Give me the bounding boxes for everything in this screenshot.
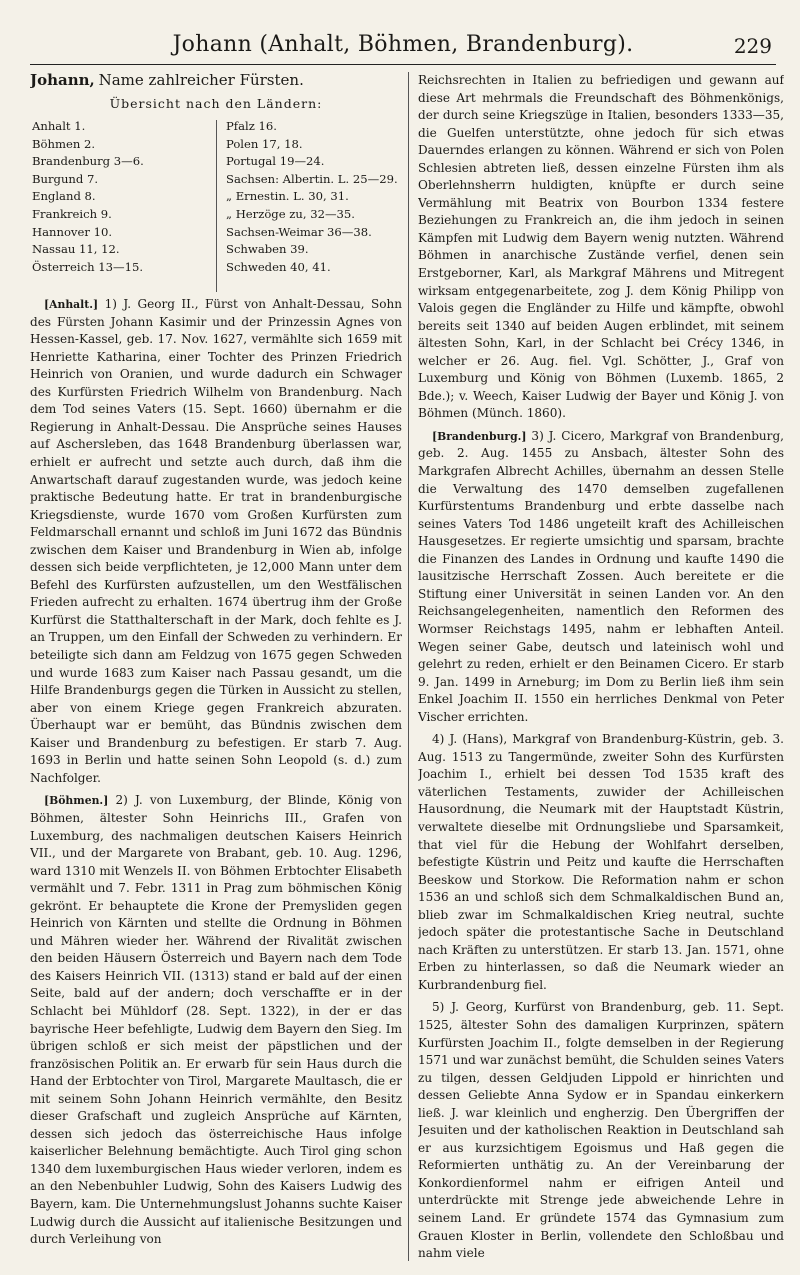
overview-left-list [32, 118, 208, 276]
anhalt-text: 1) J. Georg II., Fürst von Anhalt-Dessau, Sohn des Fürsten Johann Kasimir und der Prinzessin Agnes von Hessen-Kassel, geb. 17. Nov. 1627, vermählte sich 1659 mit Henriette Katharina, einer Tochter des Prinzen Friedrich Heinrich von Oranien, und wurde dadurch ein Schwager des Kurfürsten Friedrich Wilhelm von Brandenburg. Nach dem Tod seines Vaters (15. Sept. 1660) übernahm er die Regierung in Anhalt-Dessau. Die Ansprüche seines Hauses auf Aschersleben, das 1648 Brandenburg überlassen war, erhielt er aufrecht und setzte auch durch, daß ihm die Anwartschaft darauf zugestanden wurde, was jedoch keine praktische Bedeutung hatte. Er trat in brandenburgische Kriegsdienste, wurde 1670 vom Großen Kurfürsten zum Feldmarschall ernannt und schloß im Juni 1672 das Bündnis zwischen dem Kaiser und Brandenburg in Wien ab, infolge dessen sich beide verpflichteten, je 12,000 Mann unter dem Befehl des Kurfürsten aufzustellen, um den Westfälischen Frieden aufrecht zu erhalten. 1674 übertrug ihm der Große Kurfürst die Statthalterschaft in der Mark, doch fehlte es J. an Truppen, um den Einfall der Schweden zu verhindern. Er beteiligte sich dann am Feldzug von 1675 gegen Schweden und wurde 1683 zum Kaiser nach Passau gesandt, um die Hilfe Brandenburgs gegen die Türken in Aussicht zu stellen, aber von einem Kriege gegen Frankreich abzuraten. Überhaupt war er bemüht, das Bündnis zwischen dem Kaiser und Brandenburg zu befestigen. Er starb 7. Aug. 1693 in Berlin und hatte seinen Sohn Leopold (s. d.) zum Nachfolger. [30, 297, 402, 785]
overview-item: Böhmen 2. [32, 136, 96, 151]
brandenburg-paragraph-3 [418, 428, 784, 726]
overview-item: Nassau 11, 12. [32, 242, 120, 257]
overview-item: Frankreich 9. [32, 207, 112, 222]
overview-item: Pfalz 16. [226, 119, 277, 134]
overview-divider [216, 120, 217, 292]
overview-item: Sachsen-Weimar 36—38. [226, 224, 372, 239]
overview-item: Schwaben 39. [226, 242, 309, 257]
right-column [418, 72, 784, 1263]
section-tag-anhalt: [Anhalt.] [44, 298, 99, 312]
overview-item: Sachsen: Albertin. L. 25—29. [226, 171, 398, 186]
overview-item: Burgund 7. [32, 171, 99, 186]
overview-right-list [226, 118, 402, 276]
overview-item: Hannover 10. [32, 224, 113, 239]
running-title: Johann (Anhalt, Böhmen, Brandenburg). [172, 32, 634, 57]
left-column [30, 72, 402, 1263]
entry-subtitle: Name zahlreicher Fürsten. [98, 72, 304, 89]
anhalt-paragraph [30, 296, 402, 787]
overview-item: Anhalt 1. [32, 119, 86, 134]
overview-item: „ Herzöge zu, 32—35. [226, 207, 355, 222]
section-tag-brandenburg: [Brandenburg.] [432, 429, 527, 443]
column-divider [408, 72, 409, 1261]
overview-item: Polen 17, 18. [226, 136, 303, 151]
entry-heading [30, 72, 402, 91]
brandenburg-paragraph-4: 4) J. (Hans), Markgraf von Brandenburg-Küstrin, geb. 3. Aug. 1513 zu Tangermünde, zweiter Sohn des Kurfürsten Joachim I., erhielt bei dessen Tod 1535 kraft des väterlichen Testaments, zuwider der Achilleischen Hausordnung, die Neumark mit der Hauptstadt Küstrin, verwaltete dieselbe mit Ordnungsliebe und Sparsamkeit, that viel für die Hebung der Wohlfahrt derselben, befestigte Küstrin und Peitz und kaufte die Herrschaften Beeskow und Storkow. Die Reformation nahm er schon 1536 an und schloß sich dem Schmalkaldischen Bund an, blieb zwar im Schmalkaldischen Krieg neutral, suchte jedoch später die protestantische Sache in Deutschland nach Kräften zu unterstützen. Er starb 13. Jan. 1571, ohne Erben zu hinterlassen, so daß die Neumark wieder an Kurbrandenburg fiel. [418, 732, 784, 992]
brandenburg-paragraph-5: 5) J. Georg, Kurfürst von Brandenburg, geb. 11. Sept. 1525, ältester Sohn des damaligen Kurprinzen, spätern Kurfürsten Joachim II., folgte demselben in der Regierung 1571 und war zunächst bemüht, die Schulden seines Vaters zu tilgen, dessen Geldjuden Lippold er hinrichten und dessen Geliebte Anna Sydow er in Spandau einkerkern ließ. J. war kleinlich und engherzig. Den Übergriffen der Jesuiten und der katholischen Reaktion in Deutschland sah er aus kurzsichtigem Egoismus und Haß gegen die Reformierten unthätig zu. An der Vereinbarung der Konkordienformel nahm er eifrigen Anteil und unterdrückte mit Strenge jede abweichende Lehre in seinem Land. Er gründete 1574 das Gymnasium zum Grauen Kloster in Berlin, vollendete den Schloßbau und nahm viele [418, 1000, 784, 1261]
overview-item: Österreich 13—15. [32, 259, 144, 274]
page-number: 229 [733, 34, 772, 58]
overview-title: Übersicht nach den Ländern: [109, 95, 323, 111]
overview-item: England 8. [32, 189, 96, 204]
section-tag-boehmen: [Böhmen.] [44, 794, 109, 808]
country-overview [30, 118, 402, 296]
overview-item: Schweden 40, 41. [226, 259, 331, 274]
boehmen-continuation: Reichsrechten in Italien zu befriedigen und gewann auf diese Art mehrmals die Freundschaft des Böhmenkönigs, der durch seine Kriegszüge in Italien, besonders 1333—35, die Guelfen unterstützte, ohne jedoch für sich etwas Dauerndes erlangen zu können. Während er sich von Polen Schlesien abtreten ließ, dessen einzelne Fürsten ihm als Oberlehnsherrn huldigten, knüpfte er durch seine Vermählung mit Beatrix von Bourbon 1334 festere Beziehungen zu Frankreich an, die ihm jedoch in seinen Kämpfen mit Ludwig dem Bayern wenig nutzten. Während Böhmen in anarchische Zustände verfiel, denen sein Erstgeborner, Karl, als Markgraf Mährens und Mitregent wirksam entgegenarbeitete, zog J. dem König Philipp von Valois gegen die Engländer zu Hilfe und kämpfte, obwohl bereits seit 1340 auf beiden Augen erblindet, mit seinem ältesten Sohn, Karl, in der Schlacht bei Crécy 1346, in welcher er 26. Aug. fiel. Vgl. Schötter, J., Graf von Luxemburg und König von Böhmen (Luxemb. 1865, 2 Bde.); v. Weech, Kaiser Ludwig der Bayer und König J. von Böhmen (Münch. 1860). [418, 73, 784, 421]
overview-item: Brandenburg 3—6. [32, 154, 144, 169]
boehmen-text: 2) J. von Luxemburg, der Blinde, König von Böhmen, ältester Sohn Heinrichs III., Grafen von Luxemburg, des nachmaligen deutschen Kaisers Heinrich VII., und der Margarete von Brabant, geb. 10. Aug. 1296, ward 1310 mit Wenzels II. von Böhmen Erbtochter Elisabeth vermählt und 7. Febr. 1311 in Prag zum böhmischen König gekrönt. Er behauptete die Krone der Premysliden gegen Heinrich von Kärnten und stellte die Ordnung in Böhmen und Mähren wieder her. Während der Rivalität zwischen den beiden Häusern Österreich und Bayern nach dem Tode des Kaisers Heinrich VII. (1313) stand er bald auf der einen Seite, bald auf der andern; doch verschaffte er in der Schlacht bei Mühldorf (28. Sept. 1322), in der er das bayrische Heer befehligte, Ludwig dem Bayern den Sieg. Im übrigen schloß er sich meist der päpstlichen und der französischen Politik an. Er erwarb für sein Haus durch die Hand der Erbtochter von Tirol, Margarete Maultasch, die er mit seinem Sohn Johann Heinrich vermählte, den Besitz dieser Grafschaft und zugleich Ansprüche auf Kärnten, dessen sich jedoch das österreichische Haus infolge kaiserlicher Belehnung bemächtigte. Auch Tirol ging schon 1340 dem luxemburgischen Haus wieder verloren, indem es an den Nebenbuhler Ludwig, Sohn des Kaisers Ludwig des Bayern, kam. Die Unternehmungslust Johanns suchte Kaiser Ludwig durch die Aussicht auf italienische Besitzungen und durch Verleihung von [30, 793, 402, 1247]
overview-item: „ Ernestin. L. 30, 31. [226, 189, 349, 204]
page-header [30, 28, 776, 65]
overview-item: Portugal 19—24. [226, 154, 325, 169]
boehmen-paragraph [30, 792, 402, 1248]
entry-headword: Johann, [30, 72, 95, 89]
brandenburg-text-3: 3) J. Cicero, Markgraf von Brandenburg, geb. 2. Aug. 1455 zu Ansbach, ältester Sohn des Markgrafen Albrecht Achilles, übernahm an dessen Stelle die Verwaltung des 1470 demselben zugefallenen Kurfürstentums Brandenburg und erbte dasselbe nach seines Vaters Tod 1486 ungeteilt kraft des Achilleischen Hausgesetzes. Er regierte umsichtig und sparsam, brachte die Finanzen des Landes in Ordnung und kaufte 1490 die lausitzische Herrschaft Zossen. Auch bereitete er die Stiftung einer Universität in seinen Landen vor. An den Reichsangelegenheiten, namentlich den Reformen des Wormser Reichstags 1495, nahm er lebhaften Anteil. Wegen seiner Gabe, deutsch und lateinisch wohl und gelehrt zu reden, erhielt er den Beinamen Cicero. Er starb 9. Jan. 1499 in Arneburg; im Dom zu Berlin ließ ihm sein Enkel Joachim II. 1550 ein herrliches Denkmal von Peter Vischer errichten. [418, 428, 784, 724]
